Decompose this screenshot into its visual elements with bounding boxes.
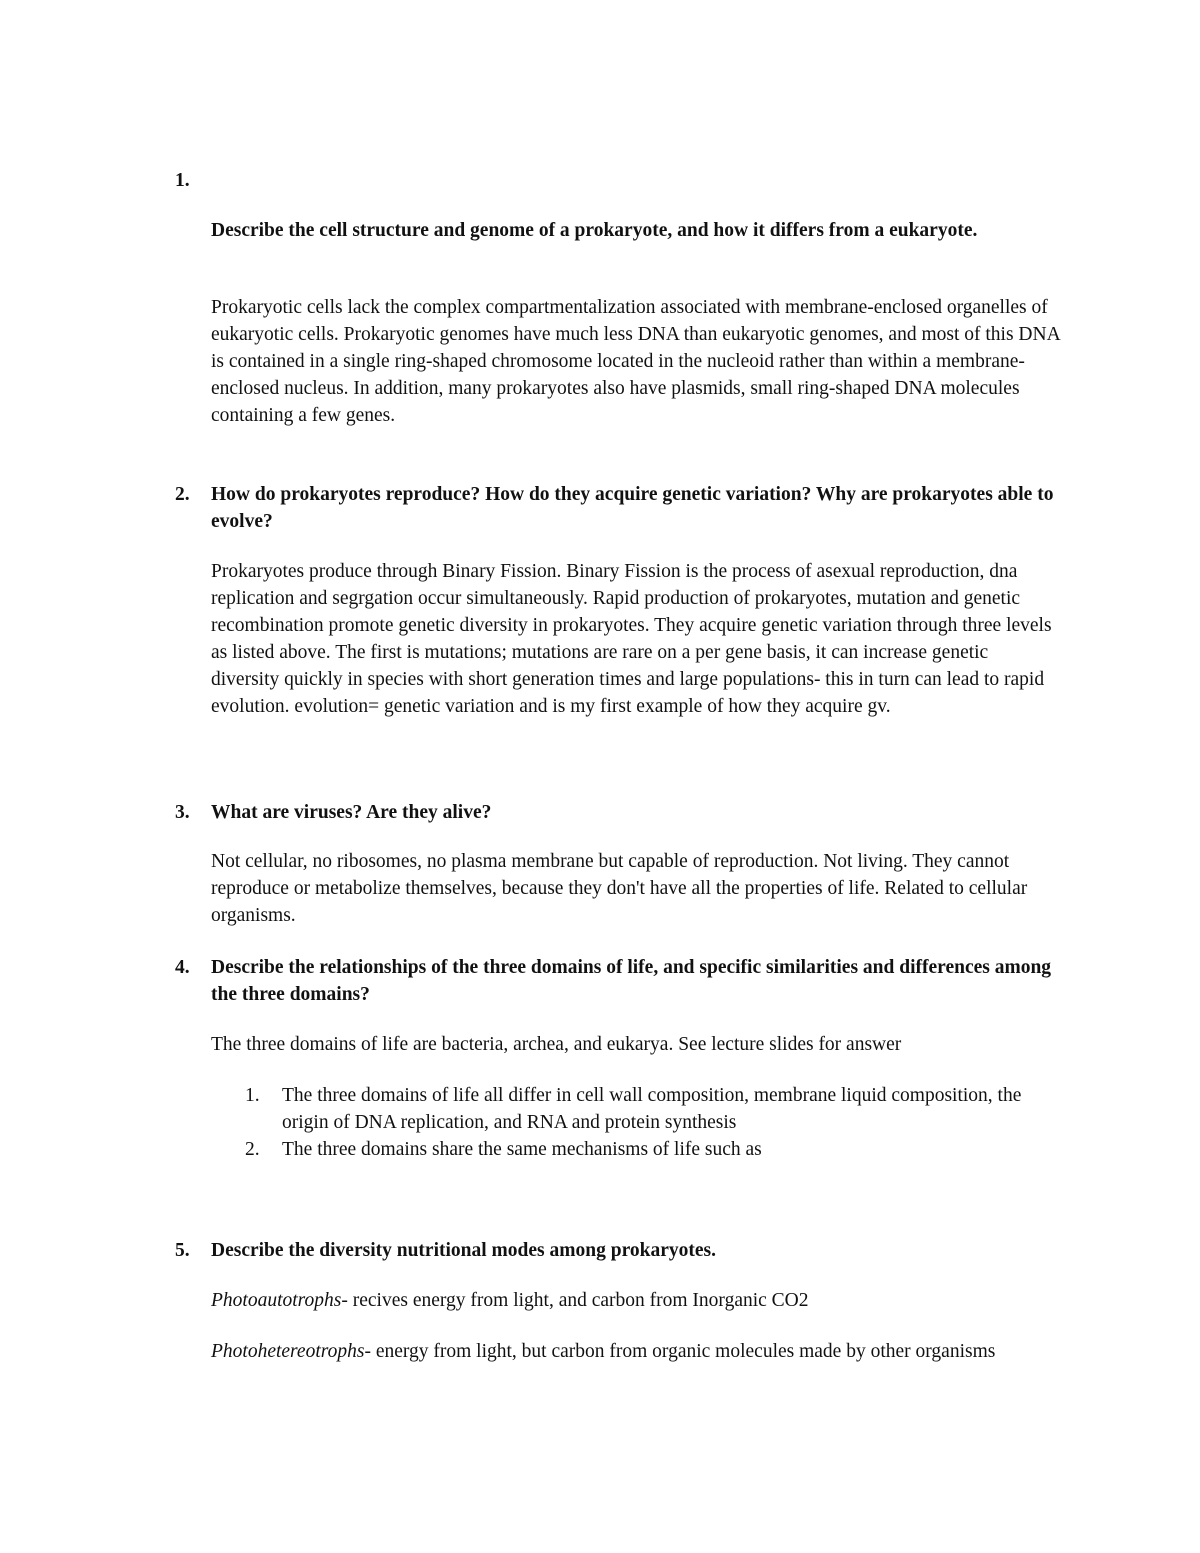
- question-4-text: Describe the relationships of the three domains of life, and specific similarities and differences among the three domains?: [211, 957, 1052, 1005]
- list-item-2-number: 2.: [245, 1139, 260, 1160]
- question-5-number: 5.: [175, 1240, 190, 1261]
- answer-2-text: Prokaryotes produce through Binary Fission. Binary Fission is the process of asexual reproduction, dna replication and segrgation occur simultaneously. Rapid production of prokaryotes, mutation and genetic recombination promote genetic diversity in prokaryotes. They acquire genetic variation through three levels as listed above. The first is mutations; mutations are rare on a per gene basis, it can increase genetic diversity quickly in species with short generation times and large populations- this in turn can lead to rapid evolution. evolution= genetic variation and is my first example of how they acquire gv.: [211, 561, 1052, 717]
- answer-3-text: Not cellular, no ribosomes, no plasma membrane but capable of reproduction. Not living. They cannot reproduce or metabolize themselves, because they don't have all the properties of life. Related to cellular organisms.: [211, 851, 1028, 926]
- answer-4-text: The three domains of life are bacteria, archea, and eukarya. See lecture slides for answer: [211, 1034, 902, 1055]
- question-5-text: Describe the diversity nutritional modes among prokaryotes.: [211, 1240, 716, 1261]
- mode-description: - energy from light, but carbon from organic molecules made by other organisms: [364, 1341, 996, 1362]
- answer-1-text: Prokaryotic cells lack the complex compartmentalization associated with membrane-enclosed organelles of eukaryotic cells. Prokaryotic genomes have much less DNA than eukaryotic genomes, and most of this DNA is contained in a single ring-shaped chromosome located in the nucleoid rather than within a membrane-enclosed nucleus. In addition, many prokaryotes also have plasmids, small ring-shaped DNA molecules containing a few genes.: [211, 297, 1060, 426]
- question-3-text: What are viruses? Are they alive?: [211, 802, 492, 823]
- list-item-1-number: 1.: [245, 1085, 260, 1106]
- mode-term: Photoautotrophs: [211, 1290, 342, 1311]
- mode-term: Photohetereotrophs: [211, 1341, 365, 1362]
- question-1-number: 1.: [175, 170, 190, 191]
- list-item-1-text: The three domains of life all differ in cell wall composition, membrane liquid composition, the origin of DNA replication, and RNA and protein synthesis: [282, 1085, 1022, 1133]
- question-2-number: 2.: [175, 484, 190, 505]
- list-item-2-text: The three domains share the same mechanisms of life such as: [282, 1139, 762, 1160]
- nutritional-mode-photoheterotrophs: [211, 1338, 1061, 1365]
- nutritional-mode-photoautotrophs: [211, 1287, 1061, 1314]
- question-3-number: 3.: [175, 802, 190, 823]
- mode-description: - recives energy from light, and carbon from Inorganic CO2: [341, 1290, 809, 1311]
- question-1-text: Describe the cell structure and genome of a prokaryote, and how it differs from a eukaryote.: [211, 220, 978, 241]
- question-4-number: 4.: [175, 957, 190, 978]
- question-2-text: How do prokaryotes reproduce? How do they acquire genetic variation? Why are prokaryotes able to evolve?: [211, 484, 1054, 532]
